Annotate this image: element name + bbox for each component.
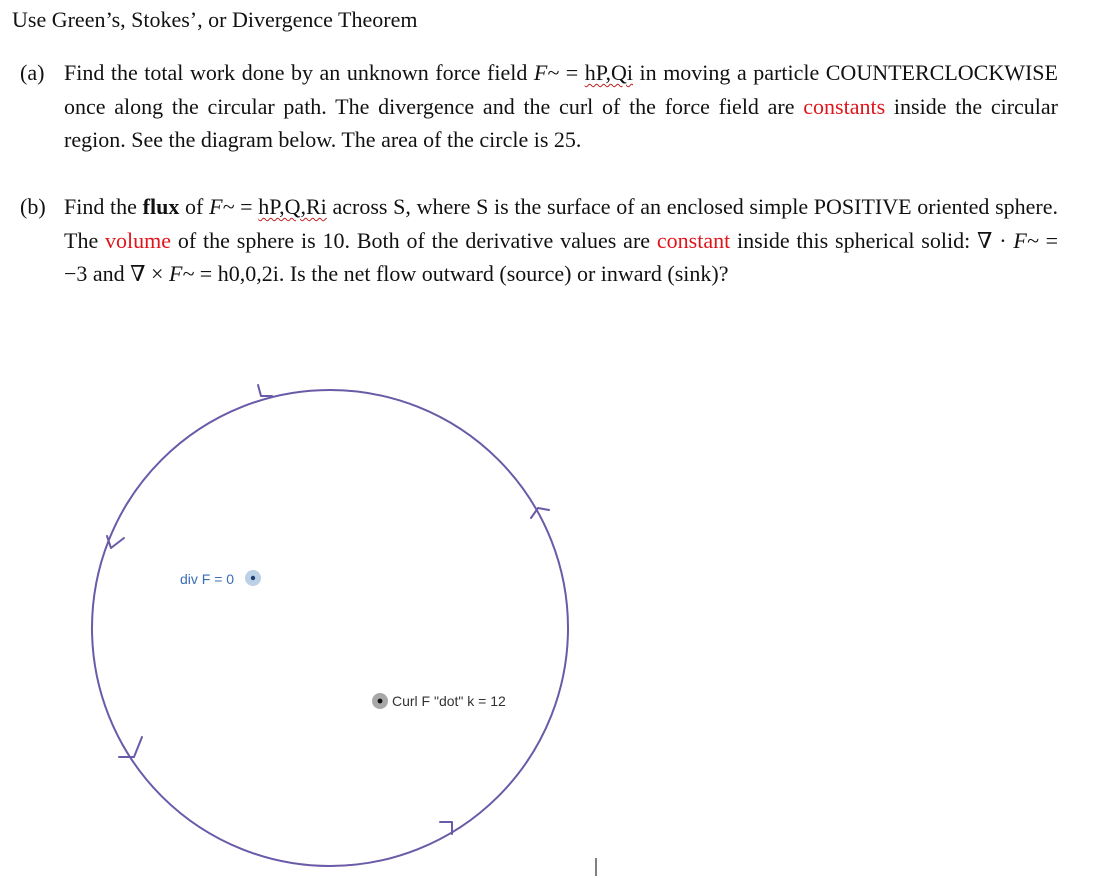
div-marker-dot: [251, 576, 255, 580]
highlight-volume: volume: [105, 227, 172, 253]
problem-b-text-4: of the sphere is 10. Both of the derivative values are: [171, 227, 657, 253]
arrow-top: [258, 385, 272, 396]
problem-b-text-7: = h0,0,2i. Is the net flow outward (source) or inward (sink)?: [194, 261, 729, 286]
vector-f: F~: [1013, 227, 1039, 253]
problem-b-label: (b): [20, 194, 46, 219]
equals-sign: =: [559, 60, 585, 85]
problem-b-text-5: inside this spherical solid: ∇ ·: [730, 227, 1014, 253]
page-title: Use Green’s, Stokes’, or Divergence Theorem: [12, 7, 418, 32]
highlight-constants: constants: [803, 93, 886, 119]
problem-a-text-3: inside the circular region. See the diagram below. The area of the circle is 25.: [64, 93, 1058, 152]
vector-f: F~: [168, 261, 195, 286]
curl-marker-dot: [378, 699, 383, 704]
problem-b-text-3: across S, where S is the surface of an enclosed simple POSITIVE oriented sphere. The: [64, 194, 1059, 253]
vector-f: F~: [209, 194, 235, 219]
bold-flux: flux: [142, 194, 180, 219]
highlight-constant: constant: [656, 227, 731, 253]
curl-label: Curl F "dot" k = 12: [392, 693, 506, 709]
field-components: hP,Q,Ri: [258, 194, 327, 219]
div-label: div F = 0: [180, 571, 235, 587]
field-components: hP,Qi: [584, 60, 633, 85]
arrow-bottom-left: [119, 737, 142, 757]
problem-a-label: (a): [20, 60, 45, 85]
problem-b-text-1: Find the: [64, 194, 143, 219]
vector-f: F~: [533, 60, 560, 85]
arrow-bottom: [440, 822, 452, 834]
problem-a-text-1: Find the total work done by an unknown force field: [64, 60, 534, 85]
problem-a-text-2: in moving a particle COUNTERCLOCKWISE once along the circular path. The divergence and the curl of the force field are: [64, 60, 1058, 119]
problem-b-text-6: = −3 and ∇ ×: [64, 227, 1058, 286]
circular-path: [92, 390, 568, 866]
equals-sign: =: [234, 194, 259, 219]
problem-b-text-2: of: [179, 194, 210, 219]
